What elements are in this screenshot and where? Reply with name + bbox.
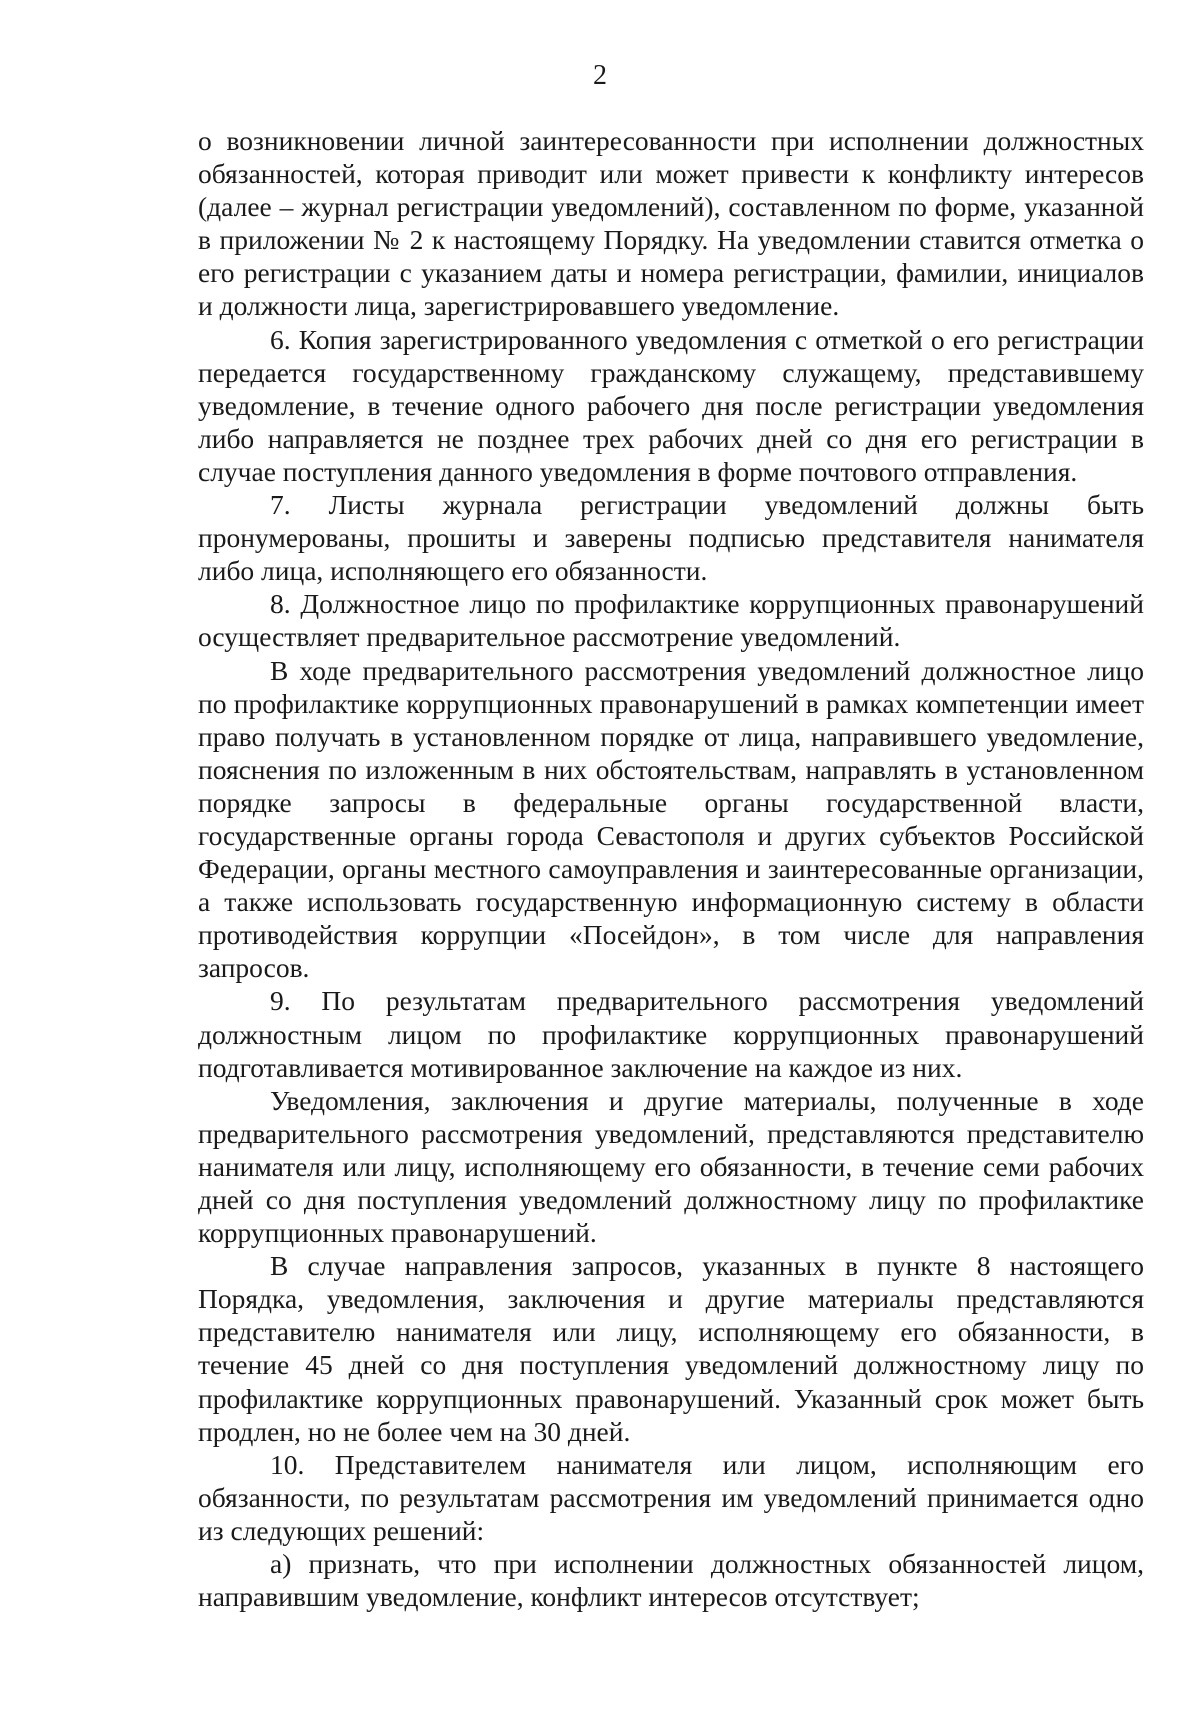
paragraph-item-6: 6. Копия зарегистрированного уведомления с отметкой о его регистрации передается государственному гражданскому служащему, представившему уведомление, в течение одного рабочего дня после регистрации уведомления либо направляется не позднее трех рабочих дней со дня его регистрации в случае поступления данного уведомления в форме почтового отправления. xyxy=(198,323,1144,487)
paragraph-item-10: 10. Представителем нанимателя или лицом, исполняющим его обязанности, по результатам рассмотрения им уведомлений принимается одно из следующих решений: xyxy=(198,1448,1144,1546)
paragraph-item-9-requests: В случае направления запросов, указанных в пункте 8 настоящего Порядка, уведомления, заключения и другие материалы представляются представителю нанимателя или лицу, исполняющему его обязанности, в течение 45 дней со дня поступления уведомлений должностному лицу по профилактике коррупционных правонарушений. Указанный срок может быть продлен, но не более чем на 30 дней. xyxy=(198,1250,1144,1447)
document-body xyxy=(198,124,1144,1613)
page-number: 2 xyxy=(593,60,607,91)
paragraph-item-8: 8. Должностное лицо по профилактике коррупционных правонарушений осуществляет предварительное рассмотрение уведомлений. xyxy=(198,588,1144,653)
paragraph-continuation: о возникновении личной заинтересованности при исполнении должностных обязанностей, которая приводит или может привести к конфликту интересов (далее – журнал регистрации уведомлений), составленном по форме, указанной в приложении № 2 к настоящему Порядку. На уведомлении ставится отметка о его регистрации с указанием даты и номера регистрации, фамилии, инициалов и должности лица, зарегистрировавшего уведомление. xyxy=(198,125,1144,322)
paragraph-item-9-materials: Уведомления, заключения и другие материалы, полученные в ходе предварительного рассмотрения уведомлений, представляются представителю нанимателя или лицу, исполняющему его обязанности, в течение семи рабочих дней со дня поступления уведомлений должностному лицу по профилактике коррупционных правонарушений. xyxy=(198,1084,1144,1249)
paragraph-item-8-review: В ходе предварительного рассмотрения уведомлений должностное лицо по профилактике коррупционных правонарушений в рамках компетенции имеет право получать в установленном порядке от лица, направившего уведомление, пояснения по изложенным в них обстоятельствам, направлять в установленном порядке запросы в федеральные органы государственной власти, государственные органы города Севастополя и других субъектов Российской Федерации, органы местного самоуправления и заинтересованные организации, а также использовать государственную информационную систему в области противодействия коррупции «Посейдон», в том числе для направления запросов. xyxy=(198,654,1144,984)
paragraph-item-9: 9. По результатам предварительного рассмотрения уведомлений должностным лицом по профилактике коррупционных правонарушений подготавливается мотивированное заключение на каждое из них. xyxy=(198,985,1144,1083)
paragraph-item-7: 7. Листы журнала регистрации уведомлений должны быть пронумерованы, прошиты и заверены подписью представителя нанимателя либо лица, исполняющего его обязанности. xyxy=(198,489,1144,587)
paragraph-item-10-a: а) признать, что при исполнении должностных обязанностей лицом, направившим уведомление, конфликт интересов отсутствует; xyxy=(198,1548,1144,1613)
